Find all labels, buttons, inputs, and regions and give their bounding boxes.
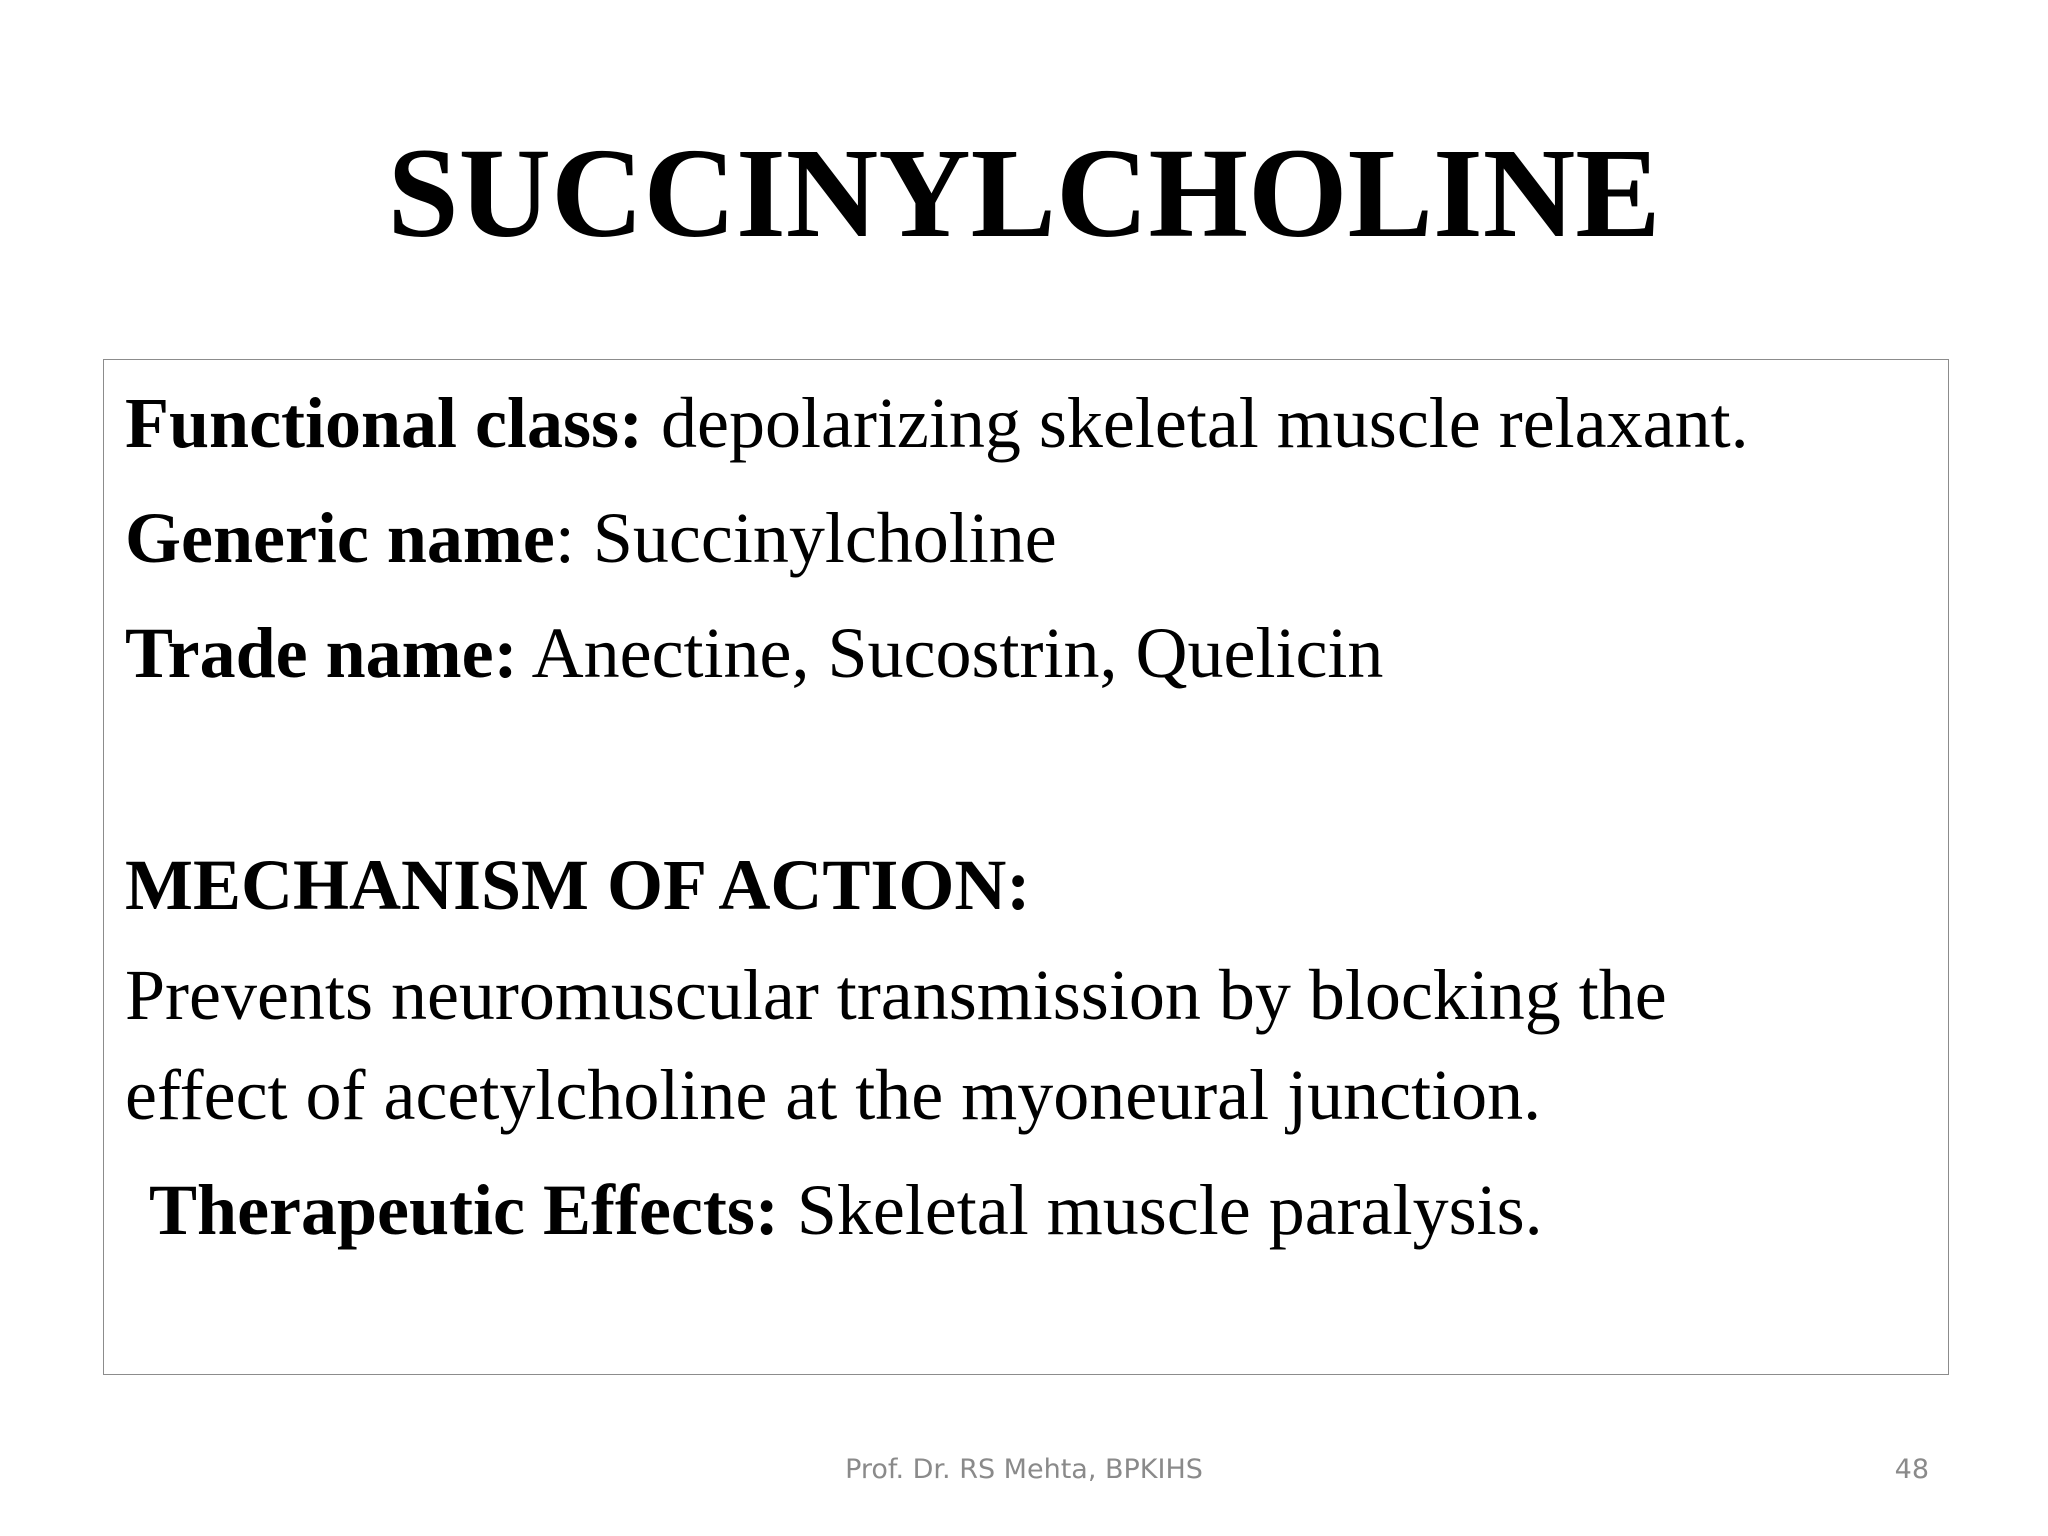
generic-name-line [125, 493, 1057, 583]
footer-author: Prof. Dr. RS Mehta, BPKIHS [845, 1454, 1203, 1485]
trade-name-value: Anectine, Sucostrin, Quelicin [517, 613, 1384, 693]
therapeutic-effects-label: Therapeutic Effects: [149, 1170, 779, 1250]
content-box [103, 359, 1949, 1375]
mechanism-text-line-2: effect of acetylcholine at the myoneural junction. [125, 1055, 1542, 1135]
functional-class-line [125, 378, 1749, 468]
therapeutic-effects-line [149, 1165, 1543, 1255]
trade-name-label: Trade name: [125, 613, 518, 693]
functional-class-label: Functional class: [125, 383, 644, 463]
generic-name-value: : Succinylcholine [554, 498, 1057, 578]
mechanism-heading-text: MECHANISM OF ACTION: [125, 845, 1031, 925]
page-number: 48 [1894, 1454, 1929, 1485]
functional-class-value: depolarizing skeletal muscle relaxant. [643, 383, 1749, 463]
mechanism-heading [125, 840, 1030, 930]
generic-name-label: Generic name [125, 498, 555, 578]
slide-title: SUCCINYLCHOLINE [387, 122, 1661, 264]
trade-name-line [125, 608, 1383, 698]
mechanism-text-line-1: Prevents neuromuscular transmission by blocking the [125, 955, 1667, 1035]
therapeutic-effects-value: Skeletal muscle paralysis. [778, 1170, 1543, 1250]
